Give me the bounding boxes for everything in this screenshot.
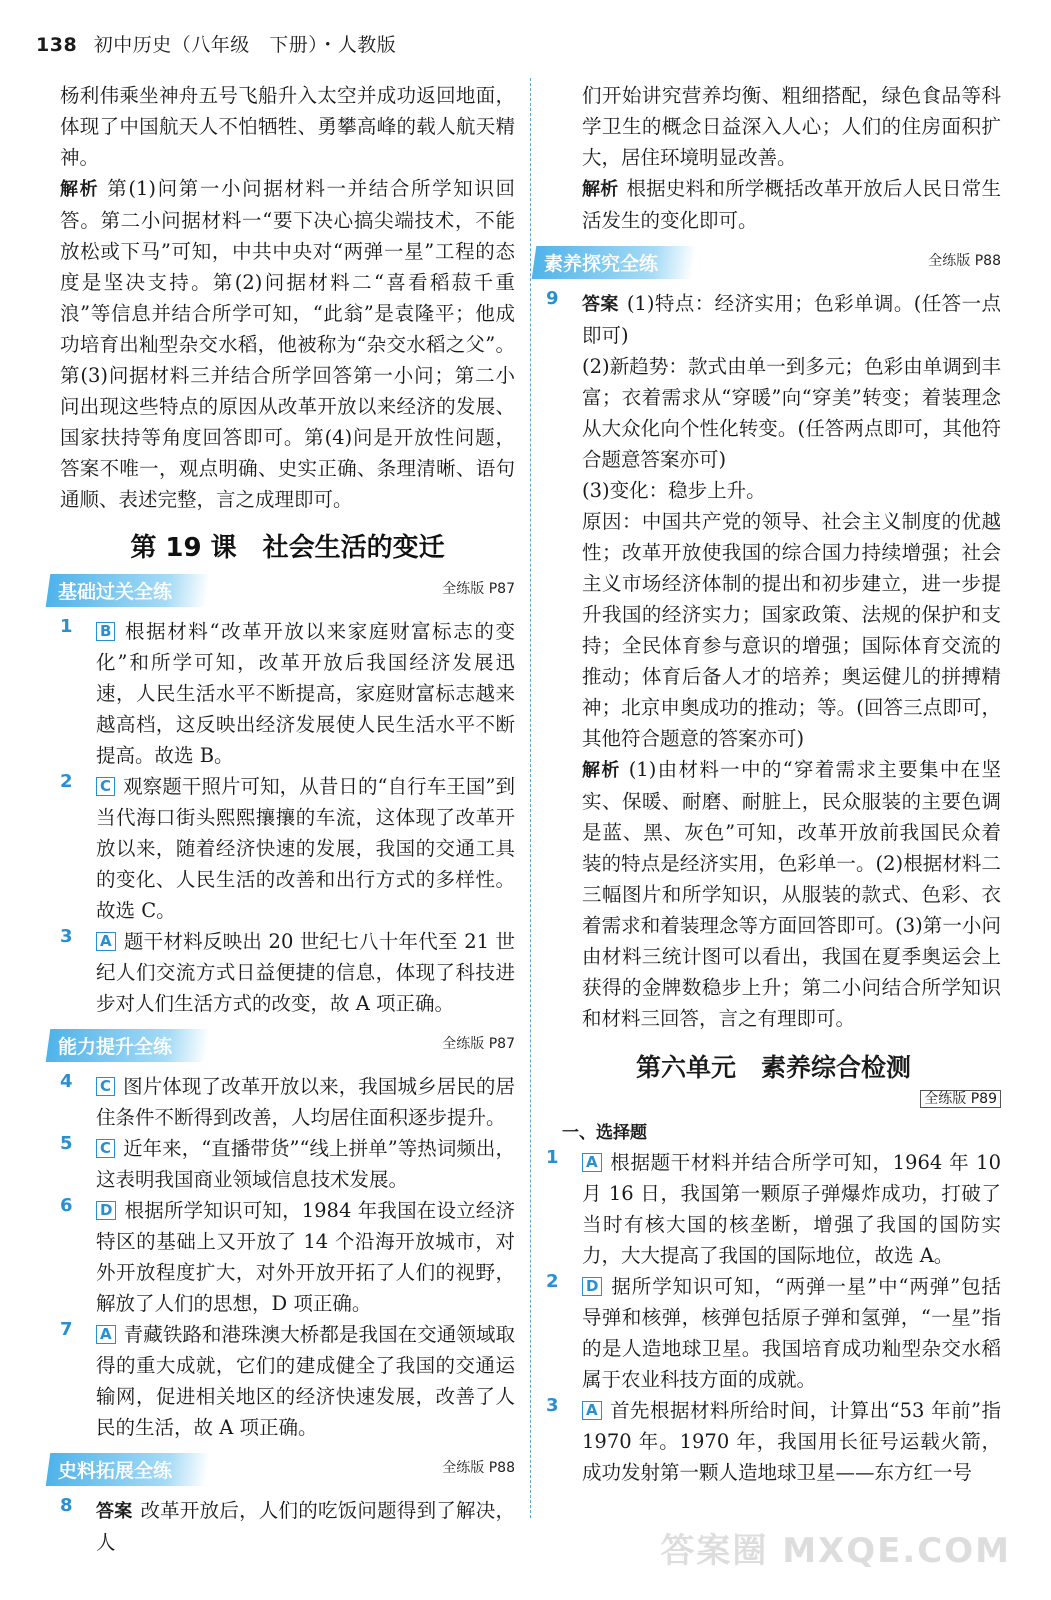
question-text: 观察题干照片可知，从昔日的“自行车王国”到当代海口街头熙熙攘攘的车流，这体现了改革开放以来，随着经济快速的发展，我国的交通工具的变化、人民生活的改善和出行方式的多样性。故选 C。 [96, 775, 515, 922]
answer-part-4: 原因：中国共产党的领导、社会主义制度的优越性；改革开放使我国的综合国力持续增强；社会主义市场经济体制的提出和初步建立，进一步提升我国的经济实力；国家政策、法规的保护和支持；全民体育参与意识的增强；国际体育交流的推动；体育后备人才的培养；奥运健儿的拼搏精神；北京申奥成功的推动；等。(回答三点即可，其他符合题意的答案亦可) [582, 510, 1001, 750]
question-item [60, 1195, 515, 1319]
question-number: 1 [546, 1147, 559, 1168]
answer-box: A [96, 1325, 116, 1344]
question-item [60, 926, 515, 1019]
question-item [546, 1147, 1001, 1271]
lesson-title: 第 19 课 社会生活的变迁 [130, 533, 445, 563]
book-title: 初中历史（八年级 下册）・人教版 [93, 34, 397, 56]
analysis-text: (1)由材料一中的“穿着需求主要集中在坚实、保暖、耐磨、耐脏上，民众服装的主要色调是蓝、黑、灰色”可知，改革开放前我国民众着装的特点是经济实用，色彩单一。(2)根据材料二三幅图片和所学知识，从服装的款式、色彩、衣着需求和着装理念等方面回答即可。(3)第一小问由材料三统计图可以看出，我国在夏季奥运会上获得的金牌数稳步上升；第二小问结合所学知识和材料三回答，言之有理即可。 [582, 758, 1002, 1030]
section-banner: 基础过关全练 [46, 574, 211, 607]
watermark-logo: 答案圈 MXQE.COM [660, 1531, 1011, 1571]
section-inquiry [534, 246, 1001, 282]
section-sources [48, 1453, 515, 1489]
question-item [60, 1071, 515, 1133]
answer-part-1: (1)特点：经济实用；色彩单调。(任答一点即可) [582, 292, 1001, 347]
section-ref: 全练版 P88 [442, 1460, 515, 1476]
left-column [60, 80, 515, 1558]
answer-box: C [96, 777, 115, 796]
answer-box: A [582, 1153, 602, 1172]
subsection [546, 1118, 1001, 1143]
section-ref: 全练版 P87 [442, 581, 515, 597]
answer-part-2: (2)新趋势：款式由单一到多元；色彩由单调到丰富；衣着需求从“穿暖”向“穿美”转变；着装理念从大众化向个性化转变。(任答两点即可，其他符合题意答案亦可) [582, 355, 1001, 471]
question-number: 7 [60, 1319, 73, 1340]
question-number: 1 [60, 616, 73, 637]
question-item [546, 1271, 1001, 1395]
question-number: 2 [60, 771, 73, 792]
question-continuation [546, 80, 1001, 236]
question-text: 根据所学知识可知，1984 年我国在设立经济特区的基础上又开放了 14 个沿海开放城市，对外开放程度扩大，对外开放开拓了人们的视野，解放了人们的思想，D 项正确。 [96, 1199, 515, 1315]
intro-paragraph: 杨利伟乘坐神舟五号飞船升入太空并成功返回地面，体现了中国航天人不怕牺牲、勇攀高峰的载人航天精神。 [60, 84, 515, 169]
right-column [546, 80, 1001, 1488]
section-basic [48, 574, 515, 610]
question-text: 根据题干材料并结合所学可知，1964 年 10 月 16 日，我国第一颗原子弹爆炸成功，打破了当时有核大国的核垄断，增强了我国的国防实力，大大提高了我国的国际地位，故选 A。 [582, 1151, 1001, 1267]
question-text: 改革开放后，人们的吃饭问题得到了解决，人 [96, 1499, 515, 1554]
question-item [546, 1395, 1001, 1488]
answer-label: 答案 [582, 294, 619, 315]
page-header [36, 30, 396, 57]
question-item [60, 616, 515, 771]
analysis-label: 解析 [60, 179, 100, 200]
question-text: 题干材料反映出 20 世纪七八十年代至 21 世纪人们交流方式日益便捷的信息，体现了科技进步对人们生活方式的改变，故 A 项正确。 [96, 930, 515, 1015]
question-number: 3 [60, 926, 73, 947]
section-banner: 能力提升全练 [46, 1029, 211, 1062]
subsection-heading: 一、选择题 [562, 1123, 647, 1143]
answer-box: C [96, 1077, 115, 1096]
answer-part-3: (3)变化：稳步上升。 [582, 479, 766, 502]
question-number: 5 [60, 1133, 73, 1154]
analysis-paragraph [60, 173, 515, 515]
section-ref: 全练版 P87 [442, 1036, 515, 1052]
page-number: 138 [36, 34, 78, 56]
answer-box: A [582, 1401, 602, 1420]
question-number: 4 [60, 1071, 73, 1092]
question-item [60, 1319, 515, 1443]
section-banner: 素养探究全练 [532, 246, 697, 279]
analysis-text: 第(1)问第一小问据材料一并结合所学知识回答。第二小问据材料一“要下决心搞尖端技术，不能放松或下马”可知，中共中央对“两弹一星”工程的态度是坚决支持。第(2)问据材料二“喜看稻菽千重浪”等信息并结合所学可知，“此翁”是袁隆平；他成功培育出籼型杂交水稻，他被称为“杂交水稻之父”。第(3)问据材料三并结合所学回答第一小问；第二小问出现这些特点的原因从改革开放以来经济的发展、国家扶持等角度回答即可。第(4)问是开放性问题，答案不唯一，观点明确、史实正确、条理清晰、语句通顺、表述完整，言之成理即可。 [60, 177, 516, 511]
column-divider [530, 78, 531, 1518]
question-text: 据所学知识可知，“两弹一星”中“两弹”包括导弹和核弹，核弹包括原子弹和氢弹，“一星”指的是人造地球卫星。我国培育成功籼型杂交水稻属于农业科技方面的成就。 [582, 1275, 1001, 1391]
analysis-text: 根据史料和所学概括改革开放后人民日常生活发生的变化即可。 [582, 177, 1001, 232]
question-item [60, 1133, 515, 1195]
question-number: 6 [60, 1195, 73, 1216]
section-ref: 全练版 P88 [928, 253, 1001, 269]
analysis-label: 解析 [582, 760, 621, 781]
question-text: 根据材料“改革开放以来家庭财富标志的变化”和所学可知，改革开放后我国经济发展迅速，人民生活水平不断提高，家庭财富标志越来越高档，这反映出经济发展使人民生活水平不断提高。故选 B。 [96, 620, 515, 767]
question-item [60, 771, 515, 926]
answer-box: D [582, 1277, 602, 1296]
answer-box: D [96, 1201, 116, 1220]
question-number: 8 [60, 1495, 73, 1516]
answer-box: C [96, 1139, 115, 1158]
question-item [546, 288, 1001, 1034]
question-text: 图片体现了改革开放以来，我国城乡居民的居住条件不断得到改善，人均居住面积逐步提升。 [96, 1075, 515, 1129]
unit-ref: 全练版 P89 [546, 1088, 1001, 1108]
question-text: 青藏铁路和港珠澳大桥都是我国在交通领域取得的重大成就，它们的建成健全了我国的交通运输网，促进相关地区的经济快速发展，改善了人民的生活，故 A 项正确。 [96, 1323, 515, 1439]
continuation-text: 们开始讲究营养均衡、粗细搭配，绿色食品等科学卫生的概念日益深入人心；人们的住房面积扩大，居住环境明显改善。 [582, 84, 1001, 169]
question-text: 近年来，“直播带货”“线上拼单”等热词频出，这表明我国商业领域信息技术发展。 [96, 1137, 515, 1191]
question-item [60, 1495, 515, 1558]
section-banner: 史料拓展全练 [46, 1453, 211, 1486]
unit-title: 第六单元 素养综合检测 [635, 1053, 911, 1082]
section-ability [48, 1029, 515, 1065]
question-number: 3 [546, 1395, 559, 1416]
question-number: 2 [546, 1271, 559, 1292]
answer-box: B [96, 622, 115, 641]
analysis-label: 解析 [582, 179, 619, 200]
question-text: 首先根据材料所给时间，计算出“53 年前”指 1970 年。1970 年，我国用长征号运载火箭，成功发射第一颗人造地球卫星——东方红一号 [582, 1399, 1001, 1484]
question-number: 9 [546, 288, 559, 309]
answer-label: 答案 [96, 1501, 133, 1522]
answer-box: A [96, 932, 116, 951]
